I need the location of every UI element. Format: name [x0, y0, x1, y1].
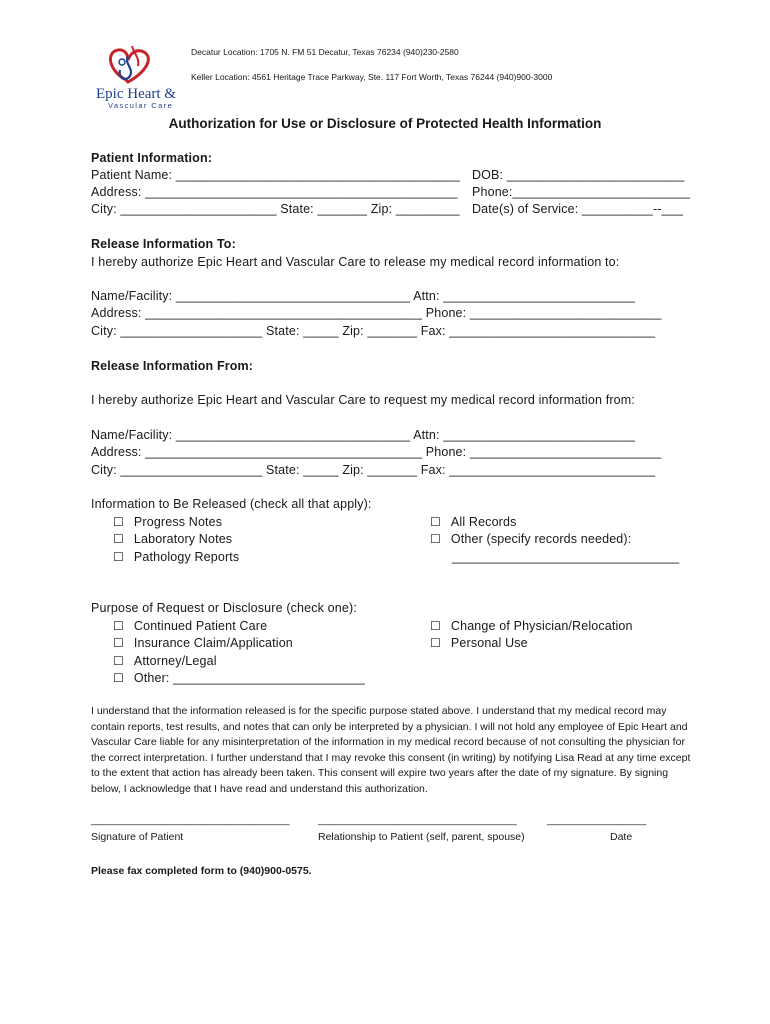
patient-phone-field[interactable]: Phone:_________________________	[472, 185, 691, 199]
release-to-name-field[interactable]: Name/Facility: _________________________________ Attn: ___________________________	[91, 289, 636, 303]
info-released-heading: Information to Be Released (check all that apply):	[91, 497, 372, 511]
other-records-option[interactable]	[430, 532, 631, 546]
page-title: Authorization for Use or Disclosure of Protected Health Information	[168, 116, 602, 131]
checkbox-icon[interactable]: ☐	[113, 550, 124, 564]
date-label: Date	[610, 831, 633, 843]
attorney-legal-label: Attorney/Legal	[133, 654, 217, 668]
relationship-label: Relationship to Patient (self, parent, spouse)	[318, 831, 525, 843]
insurance-claim-option[interactable]	[113, 636, 293, 650]
release-from-address-field[interactable]: Address: _______________________________________ Phone: ___________________________	[91, 445, 662, 459]
laboratory-notes-label: Laboratory Notes	[133, 532, 233, 546]
checkbox-icon[interactable]: ☐	[113, 654, 124, 668]
signature-line[interactable]: __________________________________	[91, 814, 290, 826]
logo-subname: Vascular Care	[108, 101, 174, 110]
personal-use-label: Personal Use	[450, 636, 528, 650]
other-records-field[interactable]: ________________________________	[452, 550, 680, 564]
patient-name-field[interactable]: Patient Name: ________________________________________	[91, 168, 460, 182]
continued-care-option[interactable]	[113, 619, 267, 633]
checkbox-icon[interactable]: ☐	[430, 636, 441, 650]
personal-use-option[interactable]	[430, 636, 528, 650]
release-to-heading: Release Information To:	[91, 237, 236, 251]
insurance-claim-label: Insurance Claim/Application	[133, 636, 293, 650]
logo-name: Epic Heart &	[96, 86, 176, 102]
change-physician-label: Change of Physician/Relocation	[450, 619, 633, 633]
all-records-label: All Records	[450, 515, 517, 529]
release-from-heading: Release Information From:	[91, 359, 254, 373]
fax-note: Please fax completed form to (940)900-0575.	[91, 865, 312, 877]
checkbox-icon[interactable]: ☐	[430, 532, 441, 546]
checkbox-icon[interactable]: ☐	[113, 515, 124, 529]
laboratory-notes-option[interactable]	[113, 532, 232, 546]
checkbox-icon[interactable]: ☐	[113, 532, 124, 546]
attorney-legal-option[interactable]	[113, 654, 217, 668]
release-from-name-field[interactable]: Name/Facility: _________________________________ Attn: ___________________________	[91, 428, 636, 442]
consent-paragraph: I understand that the information released is for the specific purpose stated above. I understand that my medical record may contain reports, test results, and notes that can only be interpreted by a physician. I will not hold any employee of Epic Heart and Vascular Care liable for any misinterpretation of the information in my medical record because of not consulting the physician for the correct interpretation. I further understand that I may revoke this consent (in writing) by notifying Lisa Read at any time except to the extent that action has already been taken. This consent will expire two years after the date of my signature. By signing below, I acknowledge that I have read and understand this authorization.	[91, 705, 691, 795]
patient-info-heading: Patient Information:	[91, 151, 213, 165]
checkbox-icon[interactable]: ☐	[430, 515, 441, 529]
pathology-reports-option[interactable]	[113, 550, 239, 564]
progress-notes-option[interactable]	[113, 515, 222, 529]
other-purpose-label: Other: ___________________________	[133, 671, 365, 685]
release-to-text: I hereby authorize Epic Heart and Vascular Care to release my medical record information to:	[91, 255, 620, 269]
pathology-reports-label: Pathology Reports	[133, 550, 240, 564]
keller-address: Keller Location: 4561 Heritage Trace Parkway, Ste. 117 Fort Worth, Texas 76244 (940)900-3000	[191, 72, 553, 82]
continued-care-label: Continued Patient Care	[133, 619, 268, 633]
release-to-address-field[interactable]: Address: _______________________________________ Phone: ___________________________	[91, 306, 662, 320]
checkbox-icon[interactable]: ☐	[430, 619, 441, 633]
purpose-heading: Purpose of Request or Disclosure (check one):	[91, 601, 357, 615]
relationship-line[interactable]: __________________________________	[318, 814, 517, 826]
patient-address-field[interactable]: Address: ____________________________________________	[91, 185, 458, 199]
checkbox-icon[interactable]: ☐	[113, 619, 124, 633]
dob-field[interactable]: DOB: _________________________	[472, 168, 685, 182]
all-records-option[interactable]	[430, 515, 516, 529]
date-line[interactable]: _________________	[547, 814, 647, 826]
release-from-text: I hereby authorize Epic Heart and Vascular Care to request my medical record information from:	[91, 393, 635, 407]
other-records-label: Other (specify records needed):	[450, 532, 632, 546]
signature-label: Signature of Patient	[91, 831, 184, 843]
decatur-address: Decatur Location: 1705 N. FM 51 Decatur, Texas 76234 (940)230-2580	[191, 47, 459, 57]
dates-of-service-field[interactable]: Date(s) of Service: __________--___	[472, 202, 683, 216]
release-from-city-field[interactable]: City: ____________________ State: _____ Zip: _______ Fax: _____________________________	[91, 463, 656, 477]
other-purpose-option[interactable]	[113, 671, 365, 685]
release-to-city-field[interactable]: City: ____________________ State: _____ Zip: _______ Fax: _____________________________	[91, 324, 656, 338]
patient-city-field[interactable]: City: ______________________ State: _______ Zip: _________	[91, 202, 460, 216]
change-physician-option[interactable]	[430, 619, 633, 633]
checkbox-icon[interactable]: ☐	[113, 636, 124, 650]
progress-notes-label: Progress Notes	[133, 515, 223, 529]
checkbox-icon[interactable]: ☐	[113, 671, 124, 685]
